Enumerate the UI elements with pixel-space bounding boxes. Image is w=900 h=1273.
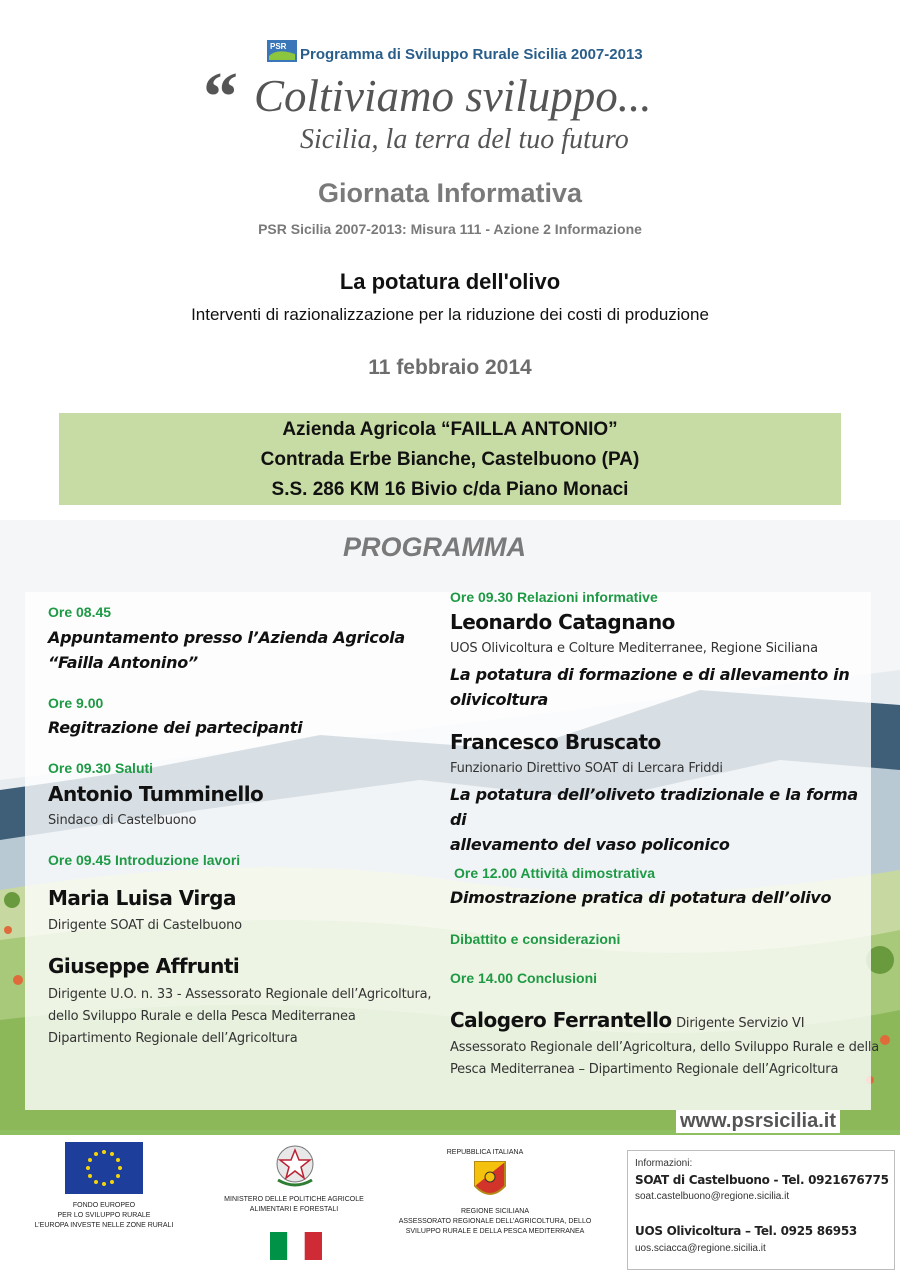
talk-bruscato-l1: La potatura dell’oliveto tradizionale e la forma di — [450, 785, 858, 829]
speaker-tumminello: Antonio Tumminello — [48, 782, 264, 806]
measure-line: PSR Sicilia 2007-2013: Misura 111 - Azione 2 Informazione — [258, 221, 642, 237]
programma-title: PROGRAMMA — [343, 532, 526, 562]
role-catagnano: UOS Olivicoltura e Colture Mediterranee, Regione Siciliana — [450, 641, 818, 656]
speaker-catagnano: Leonardo Catagnano — [450, 610, 675, 634]
speaker-affrunti: Giuseppe Affrunti — [48, 954, 240, 978]
venue-line-1: Azienda Agricola “FAILLA ANTONIO” — [282, 419, 618, 440]
venue-box — [59, 413, 841, 505]
italy-emblem-icon — [272, 1142, 318, 1190]
slogan-subtitle: Sicilia, la terra del tuo futuro — [300, 124, 629, 155]
role-virga: Dirigente SOAT di Castelbuono — [48, 918, 242, 933]
info-uos-phone: UOS Olivicoltura – Tel. 0925 86953 — [635, 1224, 857, 1238]
psr-logo-icon — [267, 40, 297, 62]
time-1200: Ore 12.00 Attività dimostrativa — [454, 865, 656, 881]
psr-logo-text: PSR — [270, 42, 287, 51]
role-affrunti — [48, 984, 431, 1050]
role-ferrantello-l3: Pesca Mediterranea – Dipartimento Regionale dell’Agricoltura — [450, 1062, 839, 1077]
website-link[interactable]: www.psrsicilia.it — [676, 1110, 840, 1133]
info-title: Informazioni: — [635, 1158, 693, 1169]
ministry-caption-l2: ALIMENTARI E FORESTALI — [249, 1206, 339, 1213]
role-ferrantello-l2: Assessorato Regionale dell’Agricoltura, dello Sviluppo Rurale e della — [450, 1040, 880, 1055]
info-soat-email[interactable]: soat.castelbuono@regione.sicilia.it — [635, 1191, 790, 1202]
role-ferrantello — [450, 1037, 879, 1081]
role-affrunti-l1: Dirigente U.O. n. 33 - Assessorato Regionale dell’Agricoltura, — [48, 987, 432, 1002]
eu-caption — [34, 1201, 174, 1231]
role-tumminello: Sindaco di Castelbuono — [48, 813, 197, 828]
item-appuntamento-l1: Appuntamento presso l’Azienda Agricola — [48, 628, 405, 647]
eu-flag-icon — [65, 1142, 143, 1194]
time-0930-saluti: Ore 09.30 Saluti — [48, 760, 154, 776]
time-0845: Ore 08.45 — [48, 604, 112, 620]
speaker-bruscato: Francesco Bruscato — [450, 730, 661, 754]
info-box — [627, 1150, 895, 1270]
quote-mark-icon: “ — [203, 59, 238, 136]
talk-bruscato — [450, 782, 860, 857]
role-ferrantello-inline: Dirigente Servizio VI — [676, 1016, 805, 1031]
eu-caption-l3: L’EUROPA INVESTE NELLE ZONE RURALI — [34, 1222, 174, 1229]
talk-catagnano — [450, 662, 860, 712]
talk-bruscato-l2: allevamento del vaso policonico — [450, 835, 730, 854]
ministry-caption-l1: MINISTERO DELLE POLITICHE AGRICOLE — [224, 1196, 364, 1203]
item-dimostrazione: Dimostrazione pratica di potatura dell’olivo — [450, 888, 832, 907]
topic-subtitle: Interventi di razionalizzazione per la riduzione dei costi di produzione — [191, 305, 709, 324]
item-appuntamento-l2: “Failla Antonino” — [48, 653, 198, 672]
venue-line-3: S.S. 286 KM 16 Bivio c/da Piano Monaci — [271, 479, 629, 500]
talk-catagnano-l1: La potatura di formazione e di allevamento in — [450, 665, 850, 684]
slogan: Coltiviamo sviluppo... — [254, 71, 652, 121]
talk-catagnano-l2: olivicoltura — [450, 690, 548, 709]
sicily-region-emblem-icon — [473, 1160, 507, 1202]
info-uos-email[interactable]: uos.sciacca@regione.sicilia.it — [635, 1243, 766, 1254]
region-caption — [390, 1207, 600, 1237]
eu-caption-l1: FONDO EUROPEO — [72, 1202, 136, 1209]
role-bruscato: Funzionario Direttivo SOAT di Lercara Friddi — [450, 761, 723, 776]
role-affrunti-l3: Dipartimento Regionale dell’Agricoltura — [48, 1031, 298, 1046]
region-caption-l3: SVILUPPO RURALE E DELLA PESCA MEDITERRANEA — [405, 1228, 585, 1235]
region-caption-l1: REGIONE SICILIANA — [460, 1208, 530, 1215]
item-registrazione: Regitrazione dei partecipanti — [48, 718, 303, 737]
repubblica-label: REPUBBLICA ITALIANA — [446, 1149, 524, 1156]
speaker-ferrantello: Calogero Ferrantello — [450, 1008, 672, 1032]
venue-line-2: Contrada Erbe Bianche, Castelbuono (PA) — [260, 449, 640, 470]
time-0900: Ore 9.00 — [48, 695, 104, 711]
italian-flag-icon — [270, 1232, 322, 1260]
time-0930-relazioni: Ore 09.30 Relazioni informative — [450, 589, 658, 605]
topic-title: La potatura dell'olivo — [339, 269, 561, 294]
event-type-heading: Giornata Informativa — [317, 178, 583, 208]
role-affrunti-l2: dello Sviluppo Rurale e della Pesca Mediterranea — [48, 1009, 356, 1024]
program-title: Programma di Sviluppo Rurale Sicilia 2007-2013 — [300, 46, 643, 63]
item-appuntamento — [48, 625, 428, 675]
time-0945: Ore 09.45 Introduzione lavori — [48, 852, 241, 868]
ministry-caption — [214, 1195, 374, 1215]
time-1400: Ore 14.00 Conclusioni — [450, 970, 598, 986]
dibattito: Dibattito e considerazioni — [450, 931, 621, 947]
region-caption-l2: ASSESSORATO REGIONALE DELL’AGRICOLTURA, DELLO — [398, 1218, 592, 1225]
info-soat-phone: SOAT di Castelbuono - Tel. 0921676775 — [635, 1173, 889, 1187]
event-date: 11 febbraio 2014 — [368, 356, 532, 379]
eu-caption-l2: PER LO SVILUPPO RURALE — [57, 1212, 151, 1219]
speaker-virga: Maria Luisa Virga — [48, 886, 236, 910]
speaker-ferrantello-line — [450, 1008, 804, 1035]
